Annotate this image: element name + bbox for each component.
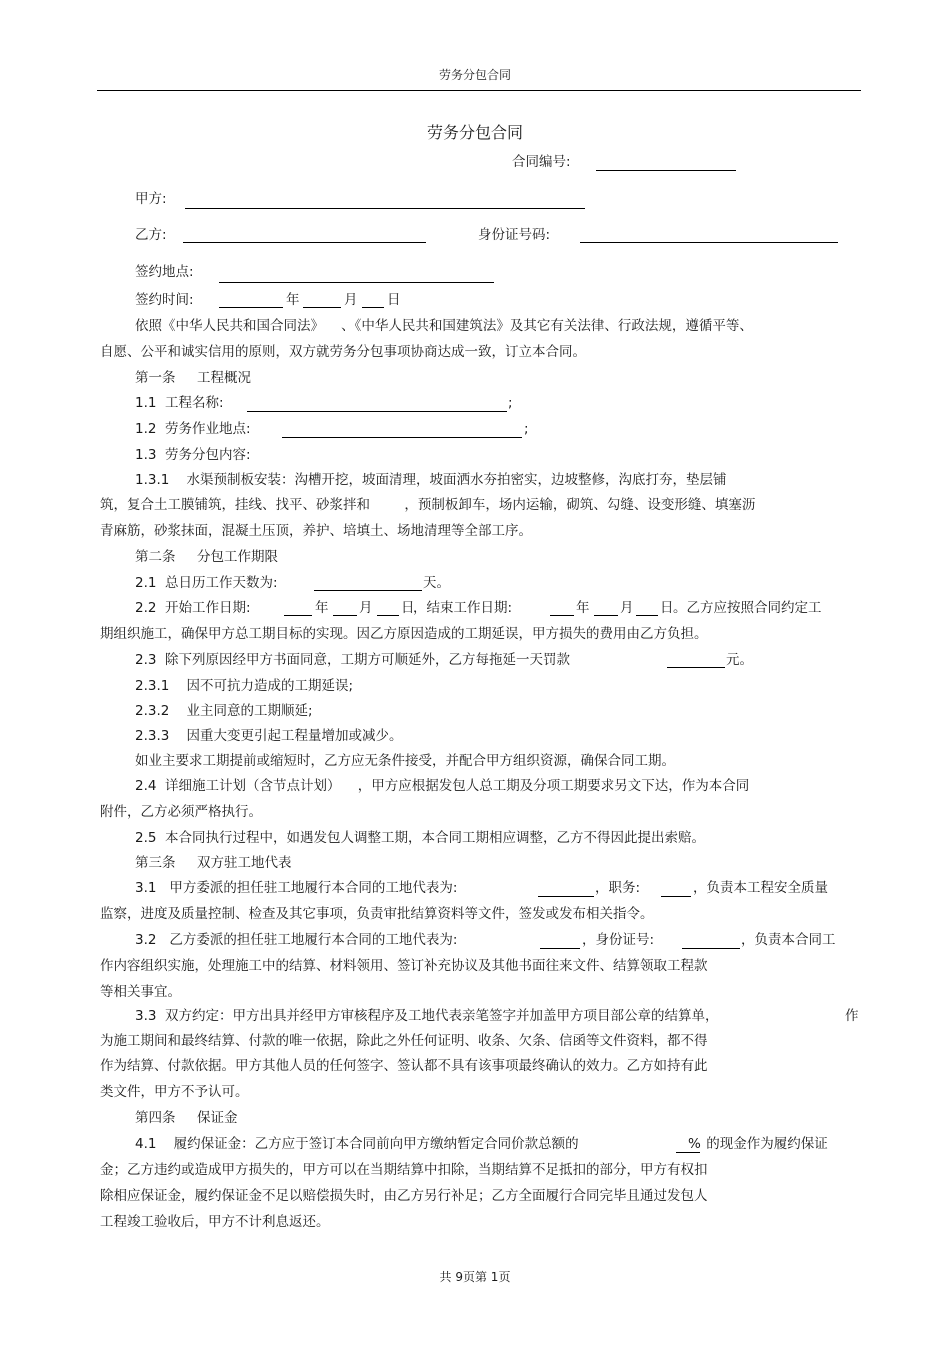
clause-3-1: 3.1 甲方委派的担任驻工地履行本合同的工地代表为: (135, 880, 458, 896)
clause-3-2: 等相关事宜。 (100, 984, 181, 1000)
clause-2-4: 附件，乙方必须严格执行。 (100, 804, 262, 820)
header-rule (97, 90, 861, 91)
sign-place-blank (219, 282, 494, 283)
clause-2-1-unit: 天。 (423, 575, 450, 591)
article-heading: 第三条 双方驻工地代表 (135, 855, 292, 871)
article-heading: 第四条 保证金 (135, 1110, 238, 1126)
clause-2-2: 期组织施工，确保甲方总工期目标的实现。因乙方原因造成的工期延误，甲方损失的费用由乙方负担。 (100, 626, 708, 642)
start-year-blank (284, 615, 312, 616)
clause-3-3: 作为结算、付款依据。甲方其他人员的任何签字、签认都不具有该事项最终确认的效力。乙方如持有此 (100, 1058, 708, 1074)
work-location-blank (282, 437, 522, 438)
clause-2-3-3: 2.3.3 因重大变更引起工程量增加或减少。 (135, 728, 403, 744)
clause-2-3-2: 2.3.2 业主同意的工期顺延; (135, 703, 313, 719)
total-days-blank (314, 590, 422, 591)
clause-3-3: 3.3 双方约定：甲方出具并经甲方审核程序及工地代表亲笔签字并加盖甲方项目部公章的结算单， (135, 1008, 719, 1024)
clause-1-3: 1.3 劳务分包内容: (135, 447, 251, 463)
party-a-blank (185, 208, 585, 209)
clause-2-1: 2.1 总日历工作天数为: (135, 575, 278, 591)
end-month-blank (594, 615, 618, 616)
clause-4-1: 工程竣工验收后，甲方不计利息返还。 (100, 1214, 330, 1230)
end-year-blank (550, 615, 574, 616)
party-b-rep-blank (540, 948, 580, 949)
sign-year-blank (219, 307, 283, 308)
running-header: 劳务分包合同 (438, 68, 511, 82)
clause-2-3-1: 2.3.1 因不可抗力造成的工期延误; (135, 678, 354, 694)
sign-month-unit: 月 (344, 292, 358, 308)
article-heading: 第二条 分包工作期限 (135, 549, 278, 565)
sign-day-blank (362, 307, 384, 308)
clause-3-2: 作内容组织实施，处理施工中的结算、材料领用、签订补充协议及其他书面往来文件、结算领取工程款 (100, 958, 708, 974)
semicolon: ; (508, 395, 513, 411)
position-blank (661, 896, 691, 897)
clause-3-1-mid: ，职务: (595, 880, 641, 896)
clause-2-4: 2.4 详细施工计划（含节点计划） ，甲方应根据发包人总工期及分项工期要求另文下达，作为本合同 (135, 778, 750, 794)
clause-2-3-unit: 元。 (726, 652, 753, 668)
clause-2-3-note: 如业主要求工期提前或缩短时，乙方应无条件接受，并配合甲方组织资源，确保合同工期。 (135, 753, 675, 769)
clause-3-1-post: ，负责本工程安全质量 (693, 880, 828, 896)
end-month-unit: 月 (620, 600, 634, 616)
end-day-unit: 日 (660, 600, 674, 616)
start-year-unit: 年 (315, 600, 329, 616)
project-name-blank (247, 411, 507, 412)
rep-id-blank (682, 948, 740, 949)
clause-3-1: 监察，进度及质量控制、检查及其它事项，负责审批结算资料等文件，签发或发布相关指令。 (100, 906, 654, 922)
sign-place-label: 签约地点: (135, 264, 194, 280)
clause-2-3: 2.3 除下列原因经甲方书面同意，工期方可顺延外，乙方每拖延一天罚款 (135, 652, 571, 668)
start-month-unit: 月 (359, 600, 373, 616)
deposit-pct-sign: % (688, 1136, 701, 1152)
article-heading: 第一条 工程概况 (135, 370, 251, 386)
clause-4-1: 金；乙方违约或造成甲方损失的，甲方可以在当期结算中扣除，当期结算不足抵扣的部分，甲方有权扣 (100, 1162, 708, 1178)
clause-1-2: 1.2 劳务作业地点: (135, 421, 251, 437)
party-a-rep-blank (538, 896, 594, 897)
clause-2-5: 2.5 本合同执行过程中，如遇发包人调整工期，本合同工期相应调整，乙方不得因此提出索赔。 (135, 830, 706, 846)
sign-year-unit: 年 (286, 292, 300, 308)
clause-4-1: 4.1 履约保证金：乙方应于签订本合同前向甲方缴纳暂定合同价款总额的 (135, 1136, 579, 1152)
start-day-blank (377, 615, 399, 616)
sign-day-unit: 日 (387, 292, 401, 308)
clause-1-3-1: 筑，复合土工膜铺筑，挂线、找平、砂浆拌和 ，预制板卸车，场内运输，砌筑、勾缝、设变形缝、填塞沥 (100, 497, 756, 513)
clause-1-1: 1.1 工程名称: (135, 395, 224, 411)
penalty-blank (667, 667, 725, 668)
clause-2-2-post: 。乙方应按照合同约定工 (673, 600, 822, 616)
contract-no-label: 合同编号: (512, 154, 571, 170)
start-month-blank (333, 615, 357, 616)
party-b-blank (183, 242, 426, 243)
end-year-unit: 年 (576, 600, 590, 616)
intro-line: 自愿、公平和诚实信用的原则，双方就劳务分包事项协商达成一致，订立本合同。 (100, 344, 586, 360)
clause-2-2-mid: ，结束工作日期: (413, 600, 513, 616)
clause-3-3: 为施工期间和最终结算、付款的唯一依据，除此之外任何证明、收条、欠条、信函等文件资料，都不得 (100, 1033, 708, 1049)
clause-3-2-mid: ，身份证号: (582, 932, 655, 948)
clause-1-3-1: 青麻筋，砂浆抹面，混凝土压顶，养护、培填土、场地清理等全部工序。 (100, 523, 532, 539)
semicolon: ; (524, 421, 529, 437)
document-title: 劳务分包合同 (426, 123, 523, 142)
id-no-blank (580, 242, 838, 243)
clause-2-2: 2.2 开始工作日期: (135, 600, 251, 616)
end-day-blank (636, 615, 658, 616)
clause-3-2-post: ，负责本合同工 (741, 932, 836, 948)
party-a-label: 甲方: (135, 191, 167, 207)
party-b-label: 乙方: (135, 227, 167, 243)
intro-line: 依照《中华人民共和国合同法》 、《中华人民共和国建筑法》及其它有关法律、行政法规，遵循平等、 (135, 318, 753, 334)
clause-4-1-post: 的现金作为履约保证 (702, 1136, 828, 1152)
clause-3-2: 3.2 乙方委派的担任驻工地履行本合同的工地代表为: (135, 932, 458, 948)
start-day-unit: 日 (401, 600, 415, 616)
contract-no-blank (596, 170, 736, 171)
clause-3-3: 类文件，甲方不予认可。 (100, 1084, 249, 1100)
page-footer: 共 9页第 1页 (439, 1270, 511, 1284)
sign-time-label: 签约时间: (135, 292, 194, 308)
id-no-label: 身份证号码: (478, 227, 551, 243)
clause-3-3-tail: 作 (845, 1008, 859, 1024)
sign-month-blank (303, 307, 341, 308)
clause-1-3-1: 1.3.1 水渠预制板安装：沟槽开挖，坡面清理，坡面洒水夯拍密实，边坡整修，沟底打夯，垫层铺 (135, 472, 727, 488)
clause-4-1: 除相应保证金，履约保证金不足以赔偿损失时，由乙方另行补足；乙方全面履行合同完毕且通过发包人 (100, 1188, 708, 1204)
